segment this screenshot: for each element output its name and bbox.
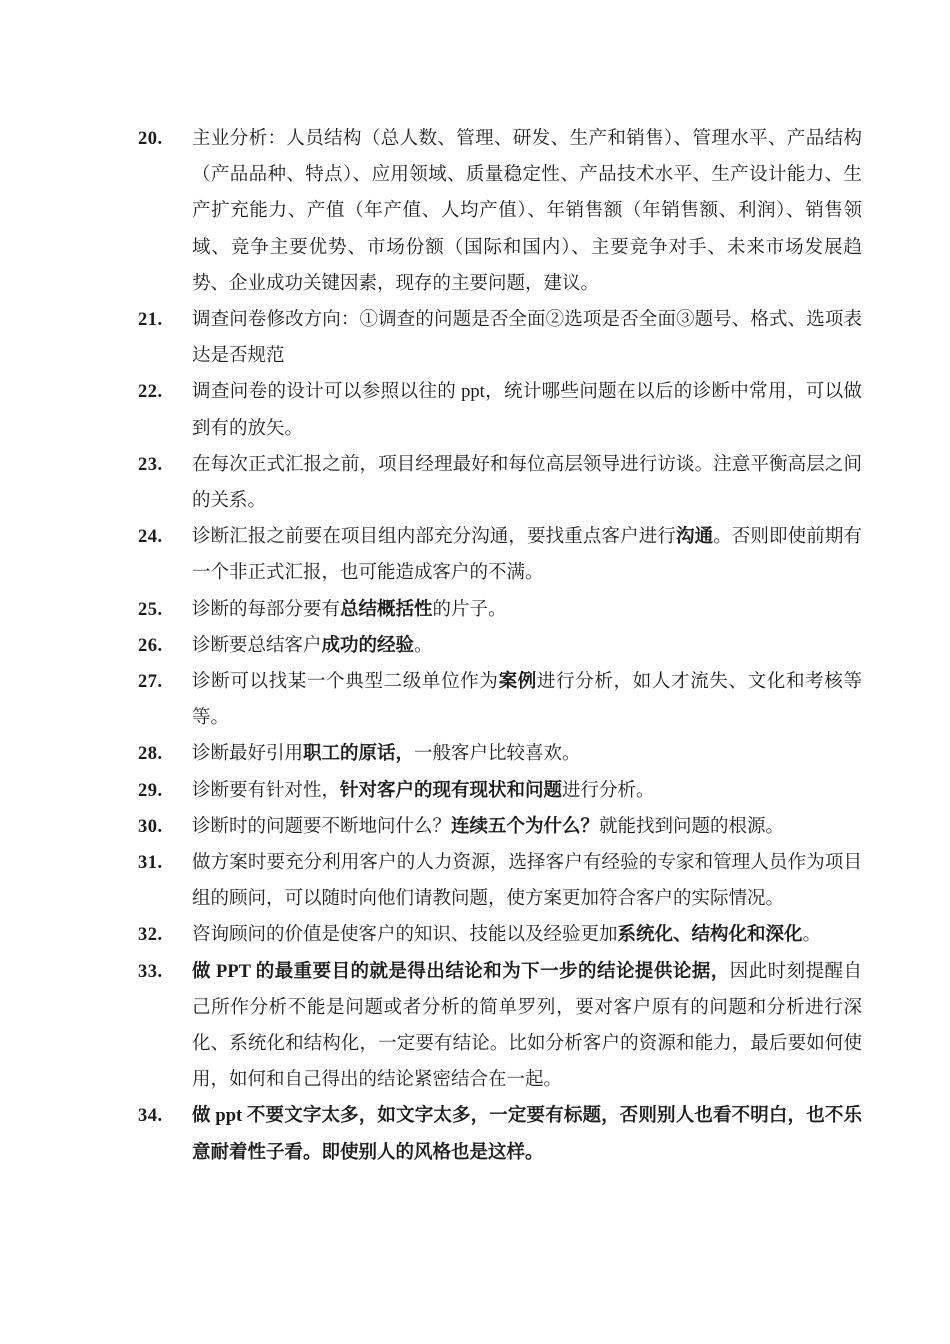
item-text xyxy=(192,736,862,772)
item-text xyxy=(192,374,862,446)
item-text xyxy=(192,519,862,591)
bold-text-segment: 成功的经验 xyxy=(321,635,415,656)
item-number: 30. xyxy=(138,816,163,837)
list-item xyxy=(138,121,862,302)
list-item xyxy=(138,917,862,953)
item-text xyxy=(192,302,862,374)
list-item xyxy=(138,374,862,446)
text-segment: 在每次正式汇报之前，项目经理最好和每位高层领导进行访谈。注意平衡高层之间的关系。 xyxy=(192,454,862,512)
list-item xyxy=(138,519,862,591)
item-number: 32. xyxy=(138,925,163,946)
bold-text-segment: 系统化、结构化和深化 xyxy=(617,925,803,946)
item-number: 26. xyxy=(138,635,163,656)
text-segment: 诊断汇报之前要在项目组内部充分沟通，要找重点客户进行 xyxy=(192,527,676,548)
text-segment: 调查问卷修改方向：①调查的问题是否全面②选项是否全面③题号、格式、选项表达是否规范 xyxy=(192,310,862,367)
bold-text-segment: 连续五个为什么？ xyxy=(451,816,600,837)
item-text xyxy=(192,628,862,664)
item-text xyxy=(192,592,862,628)
item-number: 22. xyxy=(138,382,163,403)
notes-list xyxy=(138,121,862,1171)
text-segment: 进行分析。 xyxy=(562,780,655,801)
item-number: 31. xyxy=(138,853,163,874)
list-item xyxy=(138,302,862,374)
list-item xyxy=(138,592,862,628)
text-segment: 主业分析：人员结构（总人数、管理、研发、生产和销售）、管理水平、产品结构（产品品种、特点）、应用领域、质量稳定性、产品技术水平、生产设计能力、生产扩充能力、产值（年产值、人均产值）、年销售额（年销售额、利润）、销售领域、竞争主要优势、市场份额（国际和国内）、主要竞争对手、未来市场发展趋势、企业成功关键因素，现存的主要问题，建议。 xyxy=(192,129,862,294)
text-segment: 因此时刻提醒自己所作分析不能是问题或者分析的简单罗列，要对客户原有的问题和分析进行深化、系统化和结构化，一定要有结论。比如分析客户的资源和能力，最后要如何使用，如何和自己得出的结论紧密结合在一起。 xyxy=(192,961,862,1091)
list-item xyxy=(138,773,862,809)
item-text xyxy=(192,773,862,809)
list-item xyxy=(138,1098,862,1170)
text-segment: 诊断要总结客户 xyxy=(192,635,322,656)
text-segment: 诊断的每部分要有 xyxy=(192,599,341,620)
item-number: 28. xyxy=(138,744,163,765)
list-item xyxy=(138,664,862,736)
bold-text-segment: 总结概括性 xyxy=(340,599,433,620)
item-text xyxy=(192,121,862,302)
item-number: 33. xyxy=(138,961,163,982)
item-number: 29. xyxy=(138,780,163,801)
text-segment: 做方案时要充分利用客户的人力资源，选择客户有经验的专家和管理人员作为项目组的顾问，可以随时向他们请教问题，使方案更加符合客户的实际情况。 xyxy=(192,853,862,910)
item-text xyxy=(192,917,862,953)
item-text xyxy=(192,664,862,736)
bold-text-segment: 案例 xyxy=(498,672,537,693)
item-text xyxy=(192,809,862,845)
text-segment: 。 xyxy=(414,635,433,656)
text-segment: 的片子。 xyxy=(432,599,507,620)
bold-text-segment: 职工的原话， xyxy=(303,744,415,765)
text-segment: 咨询顾问的价值是使客户的知识、技能以及经验更加 xyxy=(192,925,618,946)
text-segment: 诊断要有针对性， xyxy=(192,780,341,801)
item-number: 27. xyxy=(138,672,163,693)
bold-text-segment: 针对客户的现有现状和问题 xyxy=(340,780,563,801)
bold-text-segment: 沟通 xyxy=(675,527,714,548)
text-segment: 诊断最好引用 xyxy=(192,744,304,765)
list-item xyxy=(138,628,862,664)
text-segment: 调查问卷的设计可以参照以往的 ppt，统计哪些问题在以后的诊断中常用，可以做到有的放矢。 xyxy=(192,382,862,439)
text-segment: 一般客户比较喜欢。 xyxy=(414,744,581,765)
item-text xyxy=(192,954,862,1099)
item-text xyxy=(192,845,862,917)
item-text xyxy=(192,447,862,519)
list-item xyxy=(138,736,862,772)
text-segment: 诊断时的问题要不断地问什么？ xyxy=(192,816,452,837)
list-item xyxy=(138,809,862,845)
bold-text-segment: 做 PPT 的最重要目的就是得出结论和为下一步的结论提供论据， xyxy=(192,961,730,982)
text-segment: 就能找到问题的根源。 xyxy=(599,816,785,837)
list-item xyxy=(138,954,862,1099)
text-segment: 诊断可以找某一个典型二级单位作为 xyxy=(192,672,499,693)
item-number: 21. xyxy=(138,310,163,331)
text-segment: 进行分析，如人才流失、文化和考核等等。 xyxy=(192,672,862,729)
list-item xyxy=(138,845,862,917)
item-number: 34. xyxy=(138,1106,163,1127)
item-number: 23. xyxy=(138,454,163,475)
item-text xyxy=(192,1098,862,1170)
document-page xyxy=(138,121,862,1171)
text-segment: 。否则即使前期有一个非正式汇报，也可能造成客户的不满。 xyxy=(192,527,862,584)
text-segment: 。 xyxy=(802,925,822,946)
item-number: 25. xyxy=(138,599,163,620)
item-number: 20. xyxy=(138,129,163,149)
item-number: 24. xyxy=(138,527,163,548)
bold-text-segment: 做 ppt 不要文字太多，如文字太多，一定要有标题，否则别人也看不明白，也不乐意耐着性子看。即使别人的风格也是这样。 xyxy=(192,1106,862,1163)
list-item xyxy=(138,447,862,519)
